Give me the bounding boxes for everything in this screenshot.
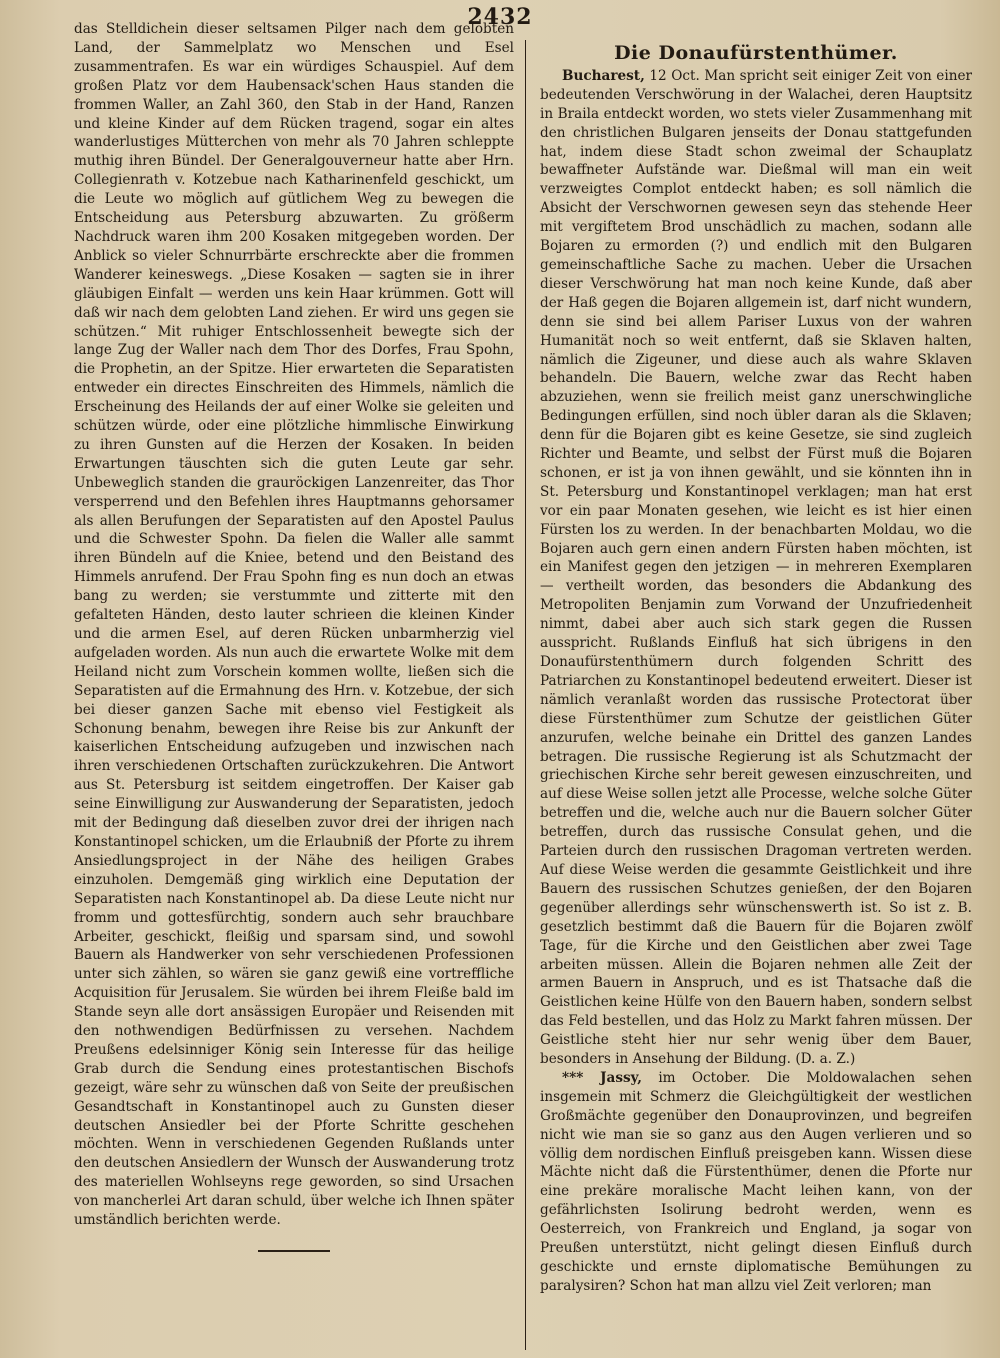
section-title: Die Donaufürstenthümer.: [614, 42, 898, 64]
dateline-jassy: *** Jassy,: [562, 1069, 642, 1086]
article-jassy: [540, 1069, 972, 1296]
page-number: 2432: [467, 4, 533, 30]
article-jassy-body: im October. Die Moldowalachen sehen insgemein mit Schmerz die Gleichgültigkeit der westlichen Großmächte gegenüber den Donauprovinzen, und begreifen nicht wie man sie so ganz aus den Augen verlieren und so völlig dem nordischen Einfluß preisgeben kann. Wissen diese Mächte nicht daß die Fürstenthümer, denen die Pforte nur eine prekäre moralische Macht leihen kann, von der gefährlichsten Isolirung bedroht werden, wenn es Oesterreich, von Frankreich und England, ja sogar von Preußen unterstützt, nicht gelingt diesen Einfluß durch geschickte und ernste diplomatische Bemühungen zu paralysiren? Schon hat man allzu viel Zeit verloren; man: [540, 1069, 973, 1294]
left-column-text: das Stelldichein dieser seltsamen Pilger nach dem gelobten Land, der Sammelplatz wo Menschen und Esel zusammentrafen. Es war ein würdiges Schauspiel. Auf dem großen Platz vor dem Haubensack'schen Haus standen die frommen Waller, an Zahl 360, den Stab in der Hand, Ranzen und kleine Kinder auf dem Rücken tragend, sogar ein altes wanderlustiges Mütterchen von mehr als 70 Jahren schleppte muthig ihren Bündel. Der Generalgouverneur hatte aber Hrn. Collegienrath v. Kotzebue nach Katharinenfeld geschickt, um die Leute wo möglich auf gütlichem Weg zu bewegen die Entscheidung aus Petersburg abzuwarten. Zu größerm Nachdruck waren ihm 200 Kosaken mitgegeben worden. Der Anblick so vieler Schnurrbärte erschreckte aber die frommen Wanderer keineswegs. „Diese Kosaken — sagten sie in ihrer gläubigen Einfalt — werden uns kein Haar krümmen. Gott will daß wir nach dem gelobten Land ziehen. Er wird uns gegen sie schützen.“ Mit ruhiger Entschlossenheit bewegte sich der lange Zug der Waller nach dem Thor des Dorfes, Frau Spohn, die Prophetin, an der Spitze. Hier erwarteten die Separatisten entweder ein directes Einschreiten des Himmels, nämlich die Erscheinung des Heilands der auf einer Wolke sie geleiten und schützen würde, oder eine plötzliche himmlische Einwirkung zu ihren Gunsten auf die Herzen der Kosaken. In beiden Erwartungen täuschten sich die guten Leute gar sehr. Unbeweglich standen die grauröckigen Lanzenreiter, das Thor versperrend und den Befehlen ihres Hauptmanns gehorsamer als allen Berufungen der Separatisten auf den Apostel Paulus und die Schwester Spohn. Da fielen die Waller alle sammt ihren Bündeln auf die Kniee, betend und den Beistand des Himmels anrufend. Der Frau Spohn fing es nun doch an etwas bang zu werden; sie verstummte und zitterte mit den gefalteten Händen, desto lauter schrieen die kleinen Kinder und die armen Esel, auf deren Rücken unbarmherzig viel aufgeladen worden. Als nun auch die erwartete Wolke mit dem Heiland nicht zum Vorschein kommen wollte, ließen sich die Separatisten auf die Ermahnung des Hrn. v. Kotzebue, der sich bei dieser ganzen Sache mit ebenso viel Festigkeit als Schonung benahm, bewegen ihre Reise bis zur Ankunft der kaiserlichen Entscheidung aufzugeben und inzwischen nach ihren verschiedenen Ortschaften zurückzukehren. Die Antwort aus St. Petersburg ist seitdem eingetroffen. Der Kaiser gab seine Einwilligung zur Auswanderung der Separatisten, jedoch mit der Bedingung daß dieselben zuvor drei der ihrigen nach Konstantinopel schicken, um die Erlaubniß der Pforte zu ihrem Ansiedlungsproject in der Nähe des heiligen Grabes einzuholen. Demgemäß ging wirklich eine Deputation der Separatisten nach Konstantinopel ab. Da diese Leute nicht nur fromm und gottesfürchtig, sondern auch sehr brauchbare Arbeiter, geschickt, fleißig und sparsam sind, und sowohl Bauern als Handwerker von sehr verschiedenen Professionen unter sich zählen, so wären sie ganz gewiß eine vortreffliche Acquisition für Jerusalem. Sie würden bei ihrem Fleiße bald im Stande seyn alle dort ansässigen Europäer und Reisenden mit den nothwendigen Bedürfnissen zu versehen. Nachdem Preußens edelsinniger König sein Interesse für das heilige Grab durch die Sendung eines protestantischen Bischofs gezeigt, wäre sehr zu wünschen daß von Seite der preußischen Gesandtschaft in Konstantinopel auch zu Gunsten dieser deutschen Ansiedler bei der Pforte Schritte geschehen möchten. Wenn in verschiedenen Gegenden Rußlands unter den deutschen Ansiedlern der Wunsch der Auswanderung trotz des materiellen Wohlseyns rege geworden, so sind Ursachen von mancherlei Art daran schuld, über welche ich Ihnen später umständlich berichten werde.: [74, 21, 514, 1229]
left-column: [74, 20, 514, 1344]
article-bucharest-body: 12 Oct. Man spricht seit einiger Zeit von einer bedeutenden Verschwörung in der Walachei, deren Hauptsitz in Braila entdeckt worden, wo stets vieler Zusammenhang mit den christlichen Bulgaren jenseits der Donau stattgefunden hat, indem diese Stadt schon zweimal der Schauplatz bewaffneter Aufstände war. Dießmal will man ein weit verzweigtes Complot entdeckt haben; es soll nämlich die Absicht der Verschwornen gewesen seyn das stehende Heer mit vergiftetem Brod unschädlich zu machen, sodann alle Bojaren zu ermorden (?) und endlich mit den Bulgaren gemeinschaftliche Sache zu machen. Ueber die Ursachen dieser Verschwörung hat man noch keine Kunde, daß aber der Haß gegen die Bojaren allgemein ist, darf nicht wundern, denn sie sind bei allem Pariser Luxus von der wahren Humanität noch so weit entfernt, daß sie Sklaven halten, nämlich die Zigeuner, und diese auch als wahre Sklaven behandeln. Die Bauern, welche zwar das Recht haben abzuziehen, wenn sie freilich meist ganz unerschwingliche Bedingungen erfüllen, sind noch übler daran als die Sklaven; denn für die Bojaren gibt es keine Gesetze, sie sind zugleich Richter und Beamte, und selbst der Fürst muß die Bojaren schonen, er ist ja von ihnen gewählt, und sie könnten ihn in St. Petersburg und Konstantinopel verklagen; man hat erst vor ein paar Monaten gesehen, wie leicht es ist hier einen Fürsten los zu werden. In der benachbarten Moldau, wo die Bojaren auch gern einen andern Fürsten haben möchten, ist ein Manifest gegen den jetzigen — in mehreren Exemplaren — vertheilt worden, das besonders die Abdankung des Metropoliten Benjamin zum Vorwand der Unzufriedenheit nimmt, dabei aber auch sich stark gegen die Russen ausspricht. Rußlands Einfluß hat sich übrigens in den Donaufürstenthümern durch folgenden Schritt des Patriarchen zu Konstantinopel bedeutend erweitert. Dieser ist nämlich veranlaßt worden das russische Protectorat über diese Fürstenthümer zum Schutze der geistlichen Güter anzurufen, welche beinahe ein Drittel des ganzen Landes betragen. Die russische Regierung ist als Schutzmacht der griechischen Kirche sehr bereit gewesen einzuschreiten, und auf diese Weise sollen jetzt alle Processe, welche solche Güter betreffen und die, welche auch nur die Bauern solcher Güter betreffen, durch das russische Consulat gehen, und die Parteien durch den russischen Dragoman vertreten werden. Auf diese Weise werden die gesammte Geistlichkeit und ihre Bauern des russischen Schutzes genießen, der den Bojaren gegenüber allerdings sehr wünschenswerth ist. So ist z. B. gesetzlich bestimmt daß die Bauern für die Bojaren zwölf Tage, für die Kirche und den Geistlichen aber zwei Tage arbeiten müssen. Allein die Bojaren nehmen alle Zeit der armen Bauern in Anspruch, und es ist Thatsache daß die Geistlichen keine Hülfe von den Bauern haben, sondern selbst das Feld bestellen, und das Holz zu Markt fahren müssen. Der Geistliche steht hier nur sehr wenig über dem Bauer, besonders in Ansehung der Bildung. (D. a. Z.): [540, 67, 972, 1068]
dateline-bucharest: Bucharest,: [562, 67, 645, 84]
article-bucharest: [540, 67, 972, 1069]
right-column: [540, 44, 972, 1344]
section-separator-rule: [258, 1250, 330, 1252]
column-divider: [525, 40, 526, 1350]
